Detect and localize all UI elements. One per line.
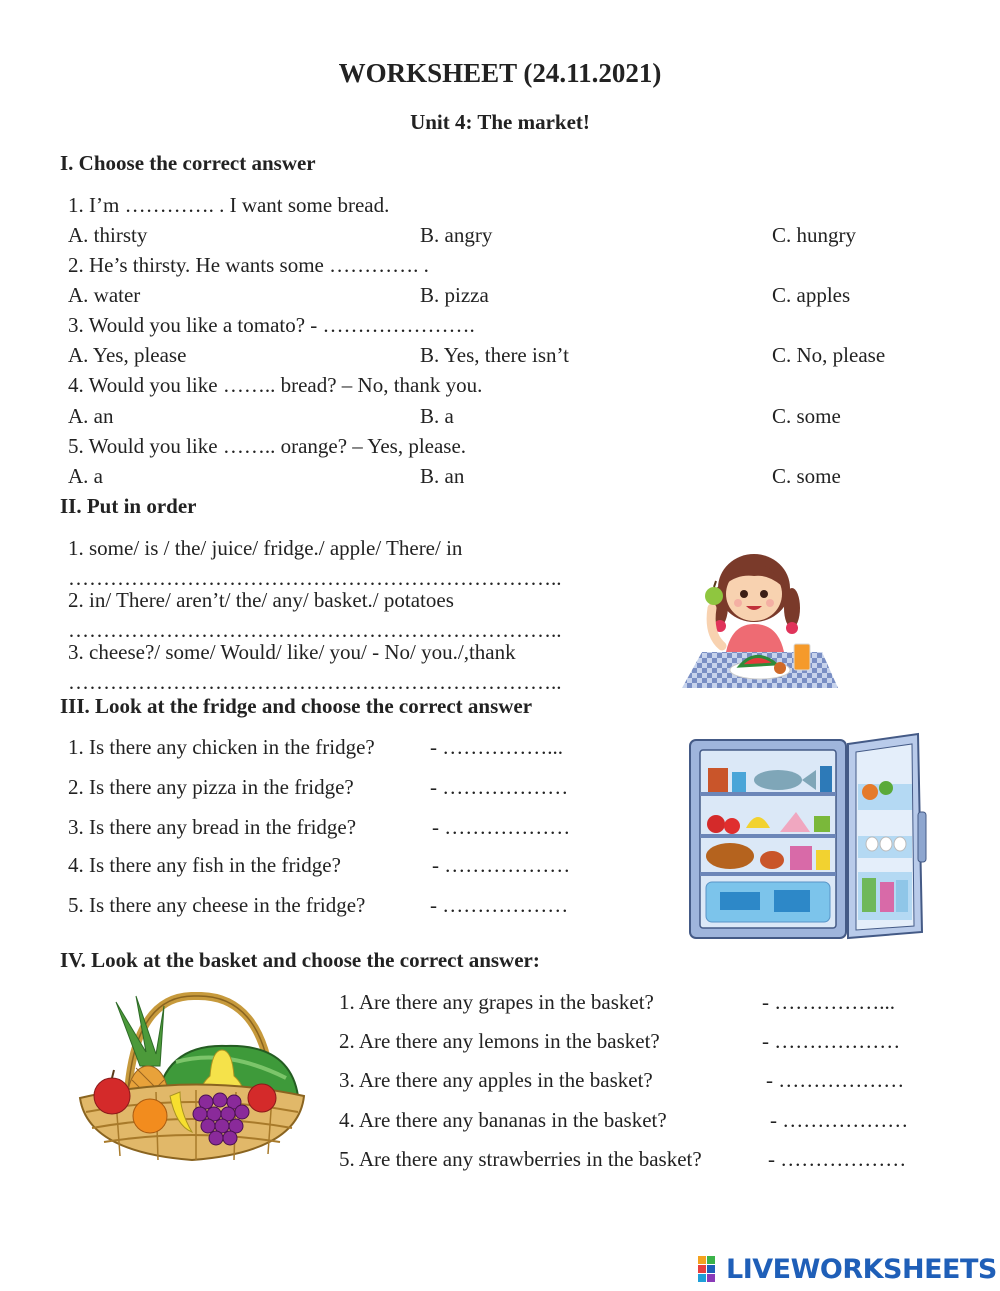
s1-q1: 1. I’m …………. . I want some bread. <box>68 193 390 217</box>
s1-q1-option-c[interactable]: C. hungry <box>772 223 856 247</box>
s1-q4-option-a[interactable]: A. an <box>68 404 114 428</box>
fruit-basket-icon <box>76 992 308 1168</box>
s3-q5: 5. Is there any cheese in the fridge? <box>68 893 366 917</box>
s1-q3-option-b[interactable]: B. Yes, there isn’t <box>420 343 569 367</box>
s3-q5-answer[interactable]: - ……………… <box>430 893 569 917</box>
s2-q1-answer-line[interactable]: …………………………………………………………….. <box>68 566 562 590</box>
liveworksheets-logo-icon <box>698 1256 724 1282</box>
s3-q4: 4. Is there any fish in the fridge? <box>68 853 341 877</box>
s4-q2-answer[interactable]: - ……………… <box>762 1029 901 1053</box>
s2-q2-answer-line[interactable]: …………………………………………………………….. <box>68 618 562 642</box>
s1-q5-option-c[interactable]: C. some <box>772 464 841 488</box>
s3-q3-answer[interactable]: - ……………… <box>432 815 571 839</box>
s4-q5: 5. Are there any strawberries in the basket? <box>339 1147 702 1171</box>
s3-q2-answer[interactable]: - ……………… <box>430 775 569 799</box>
s3-q3: 3. Is there any bread in the fridge? <box>68 815 357 839</box>
s1-q5: 5. Would you like …….. orange? – Yes, please. <box>68 434 467 458</box>
s1-q3-option-c[interactable]: C. No, please <box>772 343 886 367</box>
s1-q5-option-b[interactable]: B. an <box>420 464 465 488</box>
s1-q4-option-c[interactable]: C. some <box>772 404 841 428</box>
s4-q4: 4. Are there any bananas in the basket? <box>339 1108 667 1132</box>
s1-q4-option-b[interactable]: B. a <box>420 404 454 428</box>
s2-q2: 2. in/ There/ aren’t/ the/ any/ basket./ potatoes <box>68 588 454 612</box>
worksheet-title: WORKSHEET (24.11.2021) <box>338 58 662 88</box>
open-fridge-icon <box>686 732 930 944</box>
s1-q1-option-a[interactable]: A. thirsty <box>68 223 148 247</box>
s3-q1: 1. Is there any chicken in the fridge? <box>68 735 375 759</box>
s4-q3: 3. Are there any apples in the basket? <box>339 1068 653 1092</box>
section-3-heading: III. Look at the fridge and choose the correct answer <box>60 694 533 718</box>
s2-q1: 1. some/ is / the/ juice/ fridge./ apple/ There/ in <box>68 536 463 560</box>
s4-q3-answer[interactable]: - ……………… <box>766 1068 905 1092</box>
liveworksheets-logo[interactable] <box>698 1252 997 1286</box>
s3-q1-answer[interactable]: - ……………... <box>430 735 563 759</box>
s4-q4-answer[interactable]: - ……………… <box>770 1108 909 1132</box>
s3-q4-answer[interactable]: - ……………… <box>432 853 571 877</box>
logo-text: LIVEWORKSHEETS <box>726 1253 997 1285</box>
girl-eating-icon <box>682 548 842 688</box>
s1-q3-option-a[interactable]: A. Yes, please <box>68 343 187 367</box>
s1-q1-option-b[interactable]: B. angry <box>420 223 493 247</box>
s1-q2-option-c[interactable]: C. apples <box>772 283 851 307</box>
section-4-heading: IV. Look at the basket and choose the correct answer: <box>60 948 540 972</box>
unit-subtitle: Unit 4: The market! <box>410 110 590 134</box>
s1-q2-option-a[interactable]: A. water <box>68 283 141 307</box>
s1-q3: 3. Would you like a tomato? - …………………. <box>68 313 475 337</box>
s4-q1-answer[interactable]: - ……………... <box>762 990 895 1014</box>
s4-q1: 1. Are there any grapes in the basket? <box>339 990 654 1014</box>
s4-q5-answer[interactable]: - ……………… <box>768 1147 907 1171</box>
section-2-heading: II. Put in order <box>60 494 197 518</box>
s2-q3-answer-line[interactable]: …………………………………………………………….. <box>68 670 562 694</box>
section-1-heading: I. Choose the correct answer <box>60 151 316 175</box>
s1-q2: 2. He’s thirsty. He wants some …………. . <box>68 253 429 277</box>
s4-q2: 2. Are there any lemons in the basket? <box>339 1029 660 1053</box>
s2-q3: 3. cheese?/ some/ Would/ like/ you/ - No/ you./,thank <box>68 640 516 664</box>
s1-q5-option-a[interactable]: A. a <box>68 464 103 488</box>
s1-q4: 4. Would you like …….. bread? – No, thank you. <box>68 373 483 397</box>
s3-q2: 2. Is there any pizza in the fridge? <box>68 775 354 799</box>
s1-q2-option-b[interactable]: B. pizza <box>420 283 489 307</box>
